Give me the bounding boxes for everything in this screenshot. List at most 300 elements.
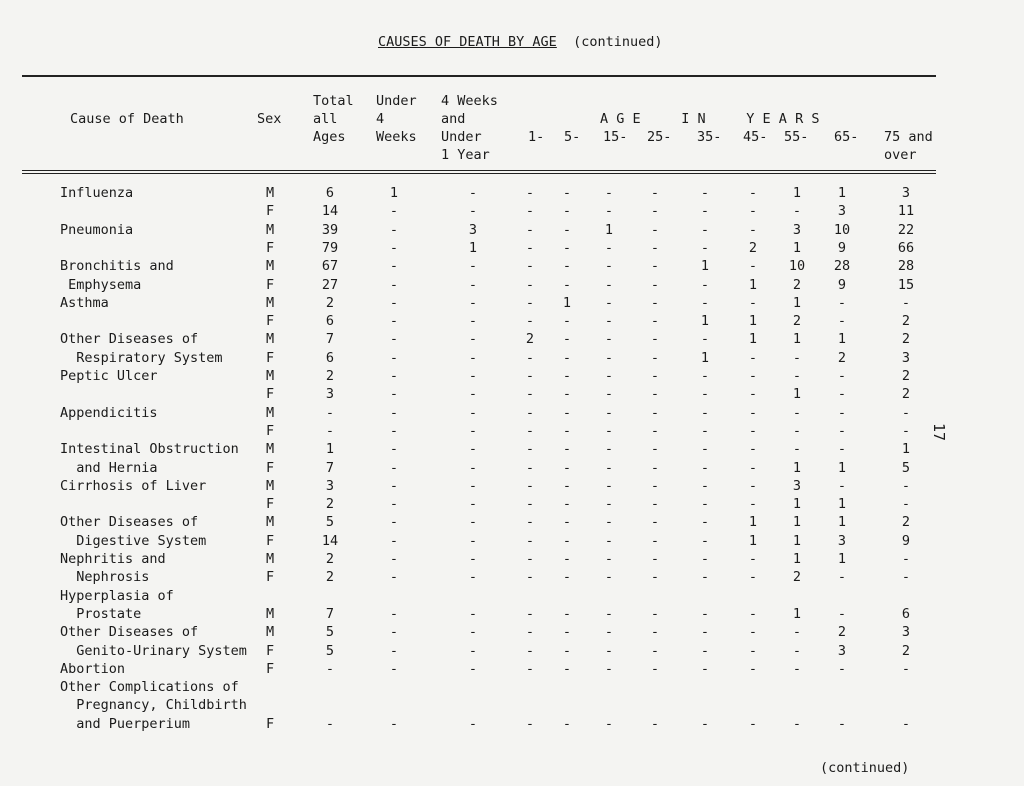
table-cell: 28 bbox=[897, 258, 915, 274]
table-cell: - bbox=[837, 716, 847, 732]
header-col-5: 5- bbox=[564, 129, 581, 145]
row-sex: F bbox=[266, 643, 275, 659]
table-cell: - bbox=[525, 222, 535, 238]
header-rule-2 bbox=[22, 173, 936, 174]
table-cell: - bbox=[562, 661, 572, 677]
table-cell: 1 bbox=[792, 551, 802, 567]
table-cell: - bbox=[562, 643, 572, 659]
table-cell: - bbox=[748, 368, 758, 384]
table-cell: 1 bbox=[389, 185, 399, 201]
table-cell: - bbox=[562, 533, 572, 549]
row-cause: Emphysema bbox=[60, 277, 142, 293]
row-cause: Appendicitis bbox=[60, 405, 158, 421]
table-cell: 2 bbox=[837, 624, 847, 640]
table-cell: - bbox=[604, 185, 614, 201]
table-cell: - bbox=[650, 643, 660, 659]
table-cell: - bbox=[748, 258, 758, 274]
table-cell: - bbox=[650, 240, 660, 256]
table-cell: - bbox=[562, 569, 572, 585]
table-cell: 1 bbox=[700, 313, 710, 329]
table-cell: - bbox=[525, 606, 535, 622]
table-cell: - bbox=[604, 331, 614, 347]
table-cell: - bbox=[700, 569, 710, 585]
table-cell: - bbox=[837, 313, 847, 329]
table-cell: - bbox=[525, 368, 535, 384]
table-cell: 2 bbox=[525, 331, 535, 347]
table-cell: 2 bbox=[901, 368, 911, 384]
header-col-15: 15- bbox=[603, 129, 628, 145]
table-cell: 1 bbox=[792, 496, 802, 512]
row-sex: F bbox=[266, 716, 275, 732]
table-cell: - bbox=[468, 496, 478, 512]
row-cause: Influenza bbox=[60, 185, 134, 201]
table-cell: - bbox=[650, 185, 660, 201]
table-cell: - bbox=[650, 258, 660, 274]
table-cell: - bbox=[604, 624, 614, 640]
table-cell: - bbox=[700, 606, 710, 622]
table-cell: - bbox=[468, 441, 478, 457]
table-cell: - bbox=[468, 295, 478, 311]
table-cell: 1 bbox=[837, 496, 847, 512]
table-cell: - bbox=[748, 643, 758, 659]
table-cell: - bbox=[837, 441, 847, 457]
table-cell: - bbox=[604, 643, 614, 659]
table-cell: - bbox=[389, 295, 399, 311]
table-cell: - bbox=[468, 313, 478, 329]
header-col-65: 65- bbox=[834, 129, 859, 145]
table-cell: - bbox=[748, 350, 758, 366]
table-cell: - bbox=[525, 551, 535, 567]
table-cell: - bbox=[389, 569, 399, 585]
table-cell: - bbox=[525, 661, 535, 677]
table-cell: 6 bbox=[325, 350, 335, 366]
table-cell: - bbox=[700, 460, 710, 476]
table-cell: 2 bbox=[792, 569, 802, 585]
row-cause: Digestive System bbox=[60, 533, 207, 549]
table-cell: - bbox=[748, 222, 758, 238]
table-cell: 1 bbox=[837, 185, 847, 201]
table-cell: - bbox=[700, 533, 710, 549]
table-cell: - bbox=[562, 331, 572, 347]
table-cell: - bbox=[748, 295, 758, 311]
table-cell: - bbox=[901, 569, 911, 585]
row-cause: Other Diseases of bbox=[60, 331, 199, 347]
table-cell: - bbox=[700, 203, 710, 219]
table-cell: 5 bbox=[325, 514, 335, 530]
table-cell: - bbox=[468, 643, 478, 659]
table-cell: - bbox=[748, 551, 758, 567]
table-cell: - bbox=[525, 405, 535, 421]
table-cell: - bbox=[525, 441, 535, 457]
table-cell: - bbox=[650, 386, 660, 402]
table-cell: 1 bbox=[325, 441, 335, 457]
table-cell: 1 bbox=[748, 331, 758, 347]
table-cell: - bbox=[604, 423, 614, 439]
table-cell: 66 bbox=[897, 240, 915, 256]
table-cell: 7 bbox=[325, 606, 335, 622]
table-cell: - bbox=[562, 423, 572, 439]
header-total: Total all Ages bbox=[313, 93, 354, 145]
table-cell: - bbox=[700, 295, 710, 311]
top-rule bbox=[22, 75, 936, 77]
table-cell: 6 bbox=[325, 313, 335, 329]
table-cell: - bbox=[792, 661, 802, 677]
table-cell: - bbox=[604, 386, 614, 402]
table-cell: 1 bbox=[792, 240, 802, 256]
table-cell: - bbox=[389, 277, 399, 293]
table-cell: 3 bbox=[901, 350, 911, 366]
table-cell: - bbox=[468, 350, 478, 366]
table-cell: 2 bbox=[325, 551, 335, 567]
table-cell: - bbox=[525, 313, 535, 329]
table-cell: - bbox=[837, 423, 847, 439]
table-cell: - bbox=[604, 258, 614, 274]
row-cause: Prostate bbox=[60, 606, 142, 622]
row-sex: M bbox=[266, 185, 275, 201]
table-cell: - bbox=[562, 258, 572, 274]
table-cell: - bbox=[837, 478, 847, 494]
row-cause: Hyperplasia of bbox=[60, 588, 174, 604]
table-cell: - bbox=[562, 203, 572, 219]
table-cell: - bbox=[650, 569, 660, 585]
table-cell: - bbox=[468, 405, 478, 421]
row-cause: and Hernia bbox=[60, 460, 158, 476]
table-cell: - bbox=[525, 240, 535, 256]
table-cell: - bbox=[604, 661, 614, 677]
table-cell: 39 bbox=[321, 222, 339, 238]
table-cell: - bbox=[562, 478, 572, 494]
table-cell: - bbox=[389, 441, 399, 457]
title-main: CAUSES OF DEATH BY AGE bbox=[378, 34, 557, 50]
table-cell: 1 bbox=[792, 514, 802, 530]
table-cell: - bbox=[748, 441, 758, 457]
row-cause: Asthma bbox=[60, 295, 109, 311]
table-cell: 3 bbox=[325, 478, 335, 494]
header-col-25: 25- bbox=[647, 129, 672, 145]
row-sex: M bbox=[266, 295, 275, 311]
table-cell: - bbox=[604, 368, 614, 384]
table-cell: - bbox=[792, 368, 802, 384]
table-cell: 9 bbox=[837, 277, 847, 293]
row-cause: Pregnancy, Childbirth bbox=[60, 697, 247, 713]
table-cell: - bbox=[650, 460, 660, 476]
table-cell: - bbox=[748, 716, 758, 732]
header-sex: Sex bbox=[257, 111, 282, 127]
table-cell: - bbox=[468, 533, 478, 549]
table-cell: - bbox=[389, 222, 399, 238]
row-sex: F bbox=[266, 423, 275, 439]
table-cell: - bbox=[650, 203, 660, 219]
table-cell: 1 bbox=[748, 533, 758, 549]
table-cell: 2 bbox=[901, 643, 911, 659]
table-cell: 1 bbox=[792, 295, 802, 311]
table-cell: 3 bbox=[837, 203, 847, 219]
table-cell: - bbox=[468, 258, 478, 274]
row-sex: M bbox=[266, 441, 275, 457]
table-cell: - bbox=[650, 661, 660, 677]
table-cell: - bbox=[525, 258, 535, 274]
table-cell: 1 bbox=[748, 514, 758, 530]
table-cell: - bbox=[389, 478, 399, 494]
table-cell: - bbox=[700, 496, 710, 512]
table-cell: - bbox=[604, 277, 614, 293]
table-cell: - bbox=[468, 569, 478, 585]
table-cell: 1 bbox=[837, 331, 847, 347]
table-cell: - bbox=[604, 496, 614, 512]
table-cell: - bbox=[700, 185, 710, 201]
table-cell: 10 bbox=[833, 222, 851, 238]
table-cell: - bbox=[525, 514, 535, 530]
table-cell: - bbox=[901, 405, 911, 421]
table-cell: - bbox=[700, 624, 710, 640]
table-cell: - bbox=[562, 716, 572, 732]
table-cell: - bbox=[901, 295, 911, 311]
row-sex: F bbox=[266, 313, 275, 329]
table-cell: - bbox=[389, 624, 399, 640]
table-cell: - bbox=[525, 423, 535, 439]
table-cell: 1 bbox=[792, 460, 802, 476]
table-cell: 1 bbox=[901, 441, 911, 457]
table-cell: - bbox=[837, 606, 847, 622]
table-cell: - bbox=[650, 313, 660, 329]
table-cell: - bbox=[604, 569, 614, 585]
row-sex: F bbox=[266, 496, 275, 512]
row-sex: F bbox=[266, 661, 275, 677]
row-sex: F bbox=[266, 569, 275, 585]
table-cell: - bbox=[748, 478, 758, 494]
table-cell: - bbox=[562, 313, 572, 329]
row-sex: M bbox=[266, 405, 275, 421]
table-cell: - bbox=[700, 222, 710, 238]
header-age-in-years: A G E I N Y E A R S bbox=[600, 111, 820, 127]
table-cell: - bbox=[389, 460, 399, 476]
table-cell: - bbox=[604, 460, 614, 476]
table-cell: - bbox=[468, 368, 478, 384]
table-cell: - bbox=[525, 643, 535, 659]
table-cell: - bbox=[325, 661, 335, 677]
table-cell: - bbox=[389, 496, 399, 512]
table-cell: - bbox=[604, 313, 614, 329]
table-cell: 1 bbox=[604, 222, 614, 238]
table-cell: - bbox=[650, 441, 660, 457]
header-col-55: 55- bbox=[784, 129, 809, 145]
table-cell: 79 bbox=[321, 240, 339, 256]
table-cell: - bbox=[604, 478, 614, 494]
table-cell: 2 bbox=[837, 350, 847, 366]
table-cell: - bbox=[700, 661, 710, 677]
table-cell: 2 bbox=[748, 240, 758, 256]
table-cell: - bbox=[562, 606, 572, 622]
table-cell: - bbox=[468, 606, 478, 622]
table-cell: - bbox=[650, 295, 660, 311]
table-cell: - bbox=[650, 478, 660, 494]
table-cell: 2 bbox=[901, 514, 911, 530]
table-cell: - bbox=[650, 514, 660, 530]
table-cell: 1 bbox=[748, 277, 758, 293]
row-sex: M bbox=[266, 222, 275, 238]
row-sex: M bbox=[266, 606, 275, 622]
table-cell: - bbox=[562, 240, 572, 256]
row-sex: F bbox=[266, 460, 275, 476]
table-cell: - bbox=[748, 405, 758, 421]
table-cell: - bbox=[700, 551, 710, 567]
table-cell: - bbox=[325, 405, 335, 421]
table-cell: - bbox=[650, 496, 660, 512]
table-cell: - bbox=[901, 423, 911, 439]
row-cause: Nephrosis bbox=[60, 569, 150, 585]
table-cell: - bbox=[562, 624, 572, 640]
table-cell: - bbox=[792, 441, 802, 457]
row-sex: F bbox=[266, 350, 275, 366]
header-col-75: 75 and over bbox=[884, 129, 933, 163]
table-cell: - bbox=[468, 185, 478, 201]
table-cell: 5 bbox=[325, 643, 335, 659]
table-cell: - bbox=[562, 496, 572, 512]
table-cell: - bbox=[389, 313, 399, 329]
table-cell: 1 bbox=[792, 386, 802, 402]
table-cell: - bbox=[837, 661, 847, 677]
table-cell: - bbox=[468, 460, 478, 476]
table-cell: - bbox=[389, 716, 399, 732]
table-cell: - bbox=[650, 350, 660, 366]
table-cell: - bbox=[604, 203, 614, 219]
table-cell: 1 bbox=[837, 551, 847, 567]
table-cell: - bbox=[525, 185, 535, 201]
row-cause: Nephritis and bbox=[60, 551, 166, 567]
table-cell: - bbox=[748, 386, 758, 402]
row-sex: F bbox=[266, 386, 275, 402]
table-cell: 2 bbox=[325, 496, 335, 512]
table-cell: - bbox=[562, 350, 572, 366]
row-cause: Other Complications of bbox=[60, 679, 239, 695]
table-cell: - bbox=[389, 331, 399, 347]
table-cell: - bbox=[650, 423, 660, 439]
table-cell: - bbox=[525, 203, 535, 219]
table-cell: - bbox=[792, 643, 802, 659]
table-cell: - bbox=[700, 423, 710, 439]
table-cell: - bbox=[650, 606, 660, 622]
table-cell: - bbox=[748, 460, 758, 476]
table-cell: - bbox=[604, 295, 614, 311]
table-cell: - bbox=[748, 203, 758, 219]
row-sex: F bbox=[266, 533, 275, 549]
table-cell: - bbox=[700, 368, 710, 384]
table-cell: - bbox=[604, 716, 614, 732]
table-cell: - bbox=[650, 222, 660, 238]
table-cell: - bbox=[792, 423, 802, 439]
table-cell: 27 bbox=[321, 277, 339, 293]
table-cell: - bbox=[901, 661, 911, 677]
table-cell: - bbox=[650, 331, 660, 347]
row-sex: F bbox=[266, 203, 275, 219]
table-cell: 1 bbox=[562, 295, 572, 311]
table-cell: - bbox=[468, 386, 478, 402]
row-cause: Pneumonia bbox=[60, 222, 134, 238]
table-cell: 1 bbox=[792, 533, 802, 549]
table-cell: - bbox=[562, 460, 572, 476]
table-cell: - bbox=[525, 295, 535, 311]
table-cell: - bbox=[562, 441, 572, 457]
table-cell: 5 bbox=[901, 460, 911, 476]
row-cause: Respiratory System bbox=[60, 350, 223, 366]
table-cell: - bbox=[792, 405, 802, 421]
table-cell: 2 bbox=[901, 331, 911, 347]
table-cell: - bbox=[700, 514, 710, 530]
table-cell: 2 bbox=[792, 313, 802, 329]
table-cell: 3 bbox=[325, 386, 335, 402]
table-cell: - bbox=[525, 386, 535, 402]
table-cell: - bbox=[837, 405, 847, 421]
row-cause: Abortion bbox=[60, 661, 126, 677]
table-cell: - bbox=[650, 551, 660, 567]
row-cause: Genito-Urinary System bbox=[60, 643, 247, 659]
table-cell: 2 bbox=[325, 295, 335, 311]
table-cell: 14 bbox=[321, 533, 339, 549]
table-cell: 22 bbox=[897, 222, 915, 238]
table-cell: - bbox=[389, 240, 399, 256]
table-cell: - bbox=[389, 661, 399, 677]
header-under4: Under 4 Weeks bbox=[376, 93, 417, 145]
table-cell: - bbox=[468, 423, 478, 439]
table-cell: - bbox=[468, 277, 478, 293]
table-cell: - bbox=[792, 716, 802, 732]
table-cell: - bbox=[700, 331, 710, 347]
table-cell: - bbox=[562, 222, 572, 238]
table-cell: - bbox=[604, 240, 614, 256]
table-cell: - bbox=[562, 368, 572, 384]
table-cell: - bbox=[468, 551, 478, 567]
row-sex: M bbox=[266, 478, 275, 494]
table-cell: - bbox=[792, 624, 802, 640]
table-cell: - bbox=[389, 643, 399, 659]
table-cell: - bbox=[389, 533, 399, 549]
row-sex: M bbox=[266, 514, 275, 530]
table-cell: 15 bbox=[897, 277, 915, 293]
table-cell: 9 bbox=[837, 240, 847, 256]
table-cell: - bbox=[748, 423, 758, 439]
table-cell: - bbox=[604, 533, 614, 549]
table-cell: 1 bbox=[468, 240, 478, 256]
table-cell: 14 bbox=[321, 203, 339, 219]
table-cell: - bbox=[650, 405, 660, 421]
table-cell: - bbox=[562, 386, 572, 402]
table-cell: - bbox=[468, 203, 478, 219]
table-cell: 1 bbox=[837, 514, 847, 530]
table-cell: - bbox=[389, 203, 399, 219]
table-cell: 7 bbox=[325, 331, 335, 347]
page-title bbox=[378, 34, 662, 50]
header-col-45: 45- bbox=[743, 129, 768, 145]
table-cell: - bbox=[525, 716, 535, 732]
table-cell: 3 bbox=[901, 624, 911, 640]
table-cell: - bbox=[468, 478, 478, 494]
table-cell: - bbox=[468, 331, 478, 347]
table-cell: - bbox=[325, 423, 335, 439]
table-cell: - bbox=[604, 514, 614, 530]
table-cell: - bbox=[604, 350, 614, 366]
table-cell: - bbox=[468, 514, 478, 530]
table-cell: - bbox=[604, 441, 614, 457]
table-cell: - bbox=[389, 551, 399, 567]
continued-note: (continued) bbox=[820, 760, 910, 776]
table-cell: - bbox=[792, 203, 802, 219]
table-cell: - bbox=[748, 624, 758, 640]
header-col-35: 35- bbox=[697, 129, 722, 145]
table-cell: 1 bbox=[792, 606, 802, 622]
table-cell: - bbox=[901, 496, 911, 512]
table-cell: 1 bbox=[700, 258, 710, 274]
row-sex: F bbox=[266, 240, 275, 256]
